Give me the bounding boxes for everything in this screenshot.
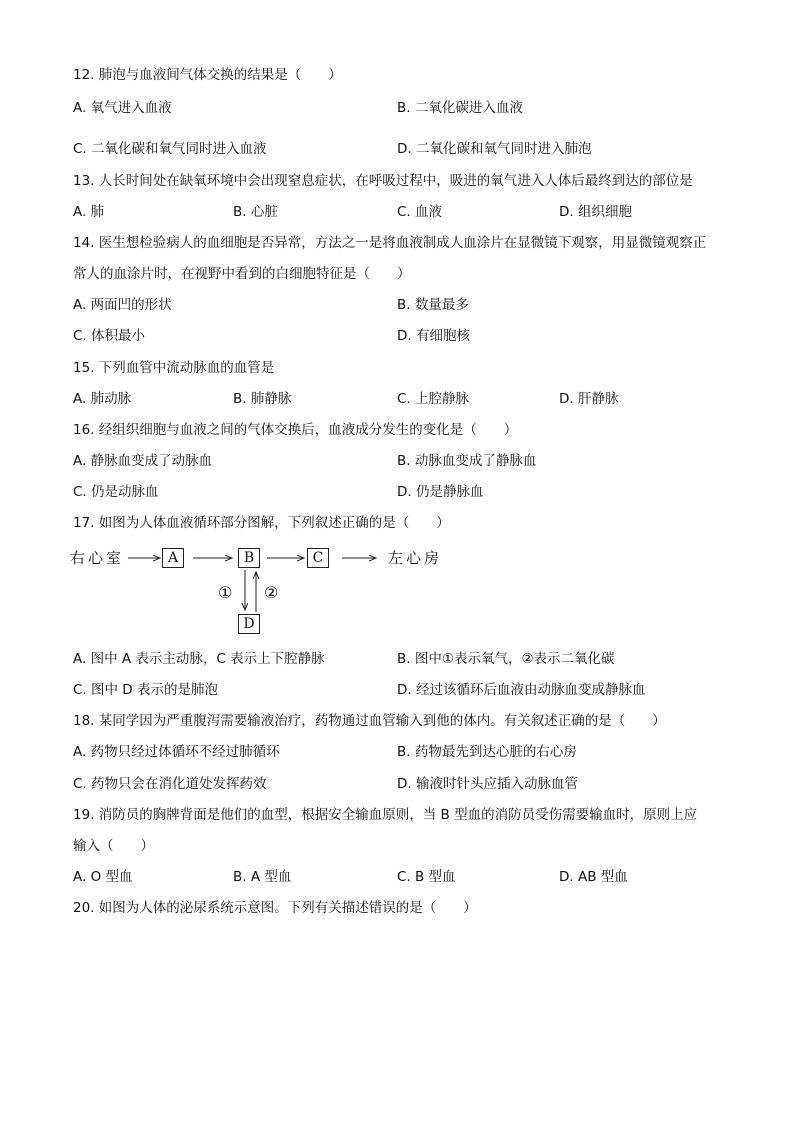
q16-option-b: B. 动脉血变成了静脉血	[397, 453, 537, 469]
q16-option-c: C. 仍是动脉血	[73, 484, 159, 500]
q18-stem: 18. 某同学因为严重腹泻需要输液治疗，药物通过血管输入到他的体内。有关叙述正确的是（ ）	[73, 713, 666, 729]
q12-option-b: B. 二氧化碳进入血液	[397, 100, 523, 116]
q14-stem-line2: 常人的血涂片时，在视野中看到的白细胞特征是（ ）	[73, 266, 411, 282]
diagram-label-1: ①	[218, 583, 233, 602]
q20-stem: 20. 如图为人体的泌尿系统示意图。下列有关描述错误的是（ ）	[73, 900, 477, 916]
q16-option-a: A. 静脉血变成了动脉血	[73, 453, 213, 469]
q18-option-a: A. 药物只经过体循环不经过肺循环	[73, 744, 280, 760]
q19-option-a: A. O 型血	[73, 869, 133, 885]
q15-option-a: A. 肺动脉	[73, 391, 132, 407]
q12-stem: 12. 肺泡与血液间气体交换的结果是（ ）	[73, 67, 342, 83]
q19-option-b: B. A 型血	[233, 869, 292, 885]
q15-option-b: B. 肺静脉	[233, 391, 292, 407]
q15-option-d: D. 肝静脉	[559, 391, 619, 407]
q17-option-a: A. 图中 A 表示主动脉，C 表示上下腔静脉	[73, 651, 325, 667]
q13-option-c: C. 血液	[397, 204, 443, 220]
q13-option-b: B. 心脏	[233, 204, 278, 220]
q19-stem-line2: 输入（ ）	[73, 838, 154, 854]
q18-option-b: B. 药物最先到达心脏的右心房	[397, 744, 577, 760]
q13-option-a: A. 肺	[73, 204, 105, 220]
q14-option-a: A. 两面凹的形状	[73, 297, 172, 313]
q18-option-d: D. 输液时针头应插入动脉血管	[397, 776, 578, 792]
diagram-start-label: 右心室	[70, 549, 125, 567]
q16-stem: 16. 经组织细胞与血液之间的气体交换后，血液成分发生的变化是（ ）	[73, 422, 518, 438]
q12-option-c: C. 二氧化碳和氧气同时进入血液	[73, 141, 267, 157]
q15-stem: 15. 下列血管中流动脉血的血管是	[73, 360, 275, 376]
q14-option-b: B. 数量最多	[397, 297, 469, 313]
q13-stem: 13. 人长时间处在缺氧环境中会出现窒息症状，在呼吸过程中，吸进的氧气进入人体后最终到达的部位是	[73, 173, 693, 189]
q12-option-a: A. 氧气进入血液	[73, 100, 172, 116]
diagram-end-label: 左心房	[388, 549, 443, 567]
q16-option-d: D. 仍是静脉血	[397, 484, 484, 500]
q14-option-c: C. 体积最小	[73, 328, 146, 344]
q15-option-c: C. 上腔静脉	[397, 391, 470, 407]
diagram-box-c: C	[307, 548, 329, 568]
circulation-diagram	[70, 542, 470, 642]
q17-stem: 17. 如图为人体血液循环部分图解，下列叙述正确的是（ ）	[73, 515, 450, 531]
q14-option-d: D. 有细胞核	[397, 328, 470, 344]
q14-stem-line1: 14. 医生想检验病人的血细胞是否异常，方法之一是将血液制成人血涂片在显微镜下观察，用显微镜观察正	[73, 235, 707, 251]
q13-option-d: D. 组织细胞	[559, 204, 632, 220]
q19-stem-line1: 19. 消防员的胸牌背面是他们的血型，根据安全输血原则，当 B 型血的消防员受伤需要输血时，原则上应	[73, 807, 698, 823]
q17-option-d: D. 经过该循环后血液由动脉血变成静脉血	[397, 682, 646, 698]
q19-option-d: D. AB 型血	[559, 869, 628, 885]
q17-option-b: B. 图中①表示氧气，②表示二氧化碳	[397, 651, 615, 667]
diagram-box-a: A	[162, 548, 184, 568]
q19-option-c: C. B 型血	[397, 869, 456, 885]
q17-option-c: C. 图中 D 表示的是肺泡	[73, 682, 218, 698]
q12-option-d: D. 二氧化碳和氧气同时进入肺泡	[397, 141, 592, 157]
q18-option-c: C. 药物只会在消化道处发挥药效	[73, 776, 267, 792]
diagram-box-d: D	[238, 614, 260, 634]
diagram-label-2: ②	[264, 583, 279, 602]
diagram-box-b: B	[238, 548, 260, 568]
